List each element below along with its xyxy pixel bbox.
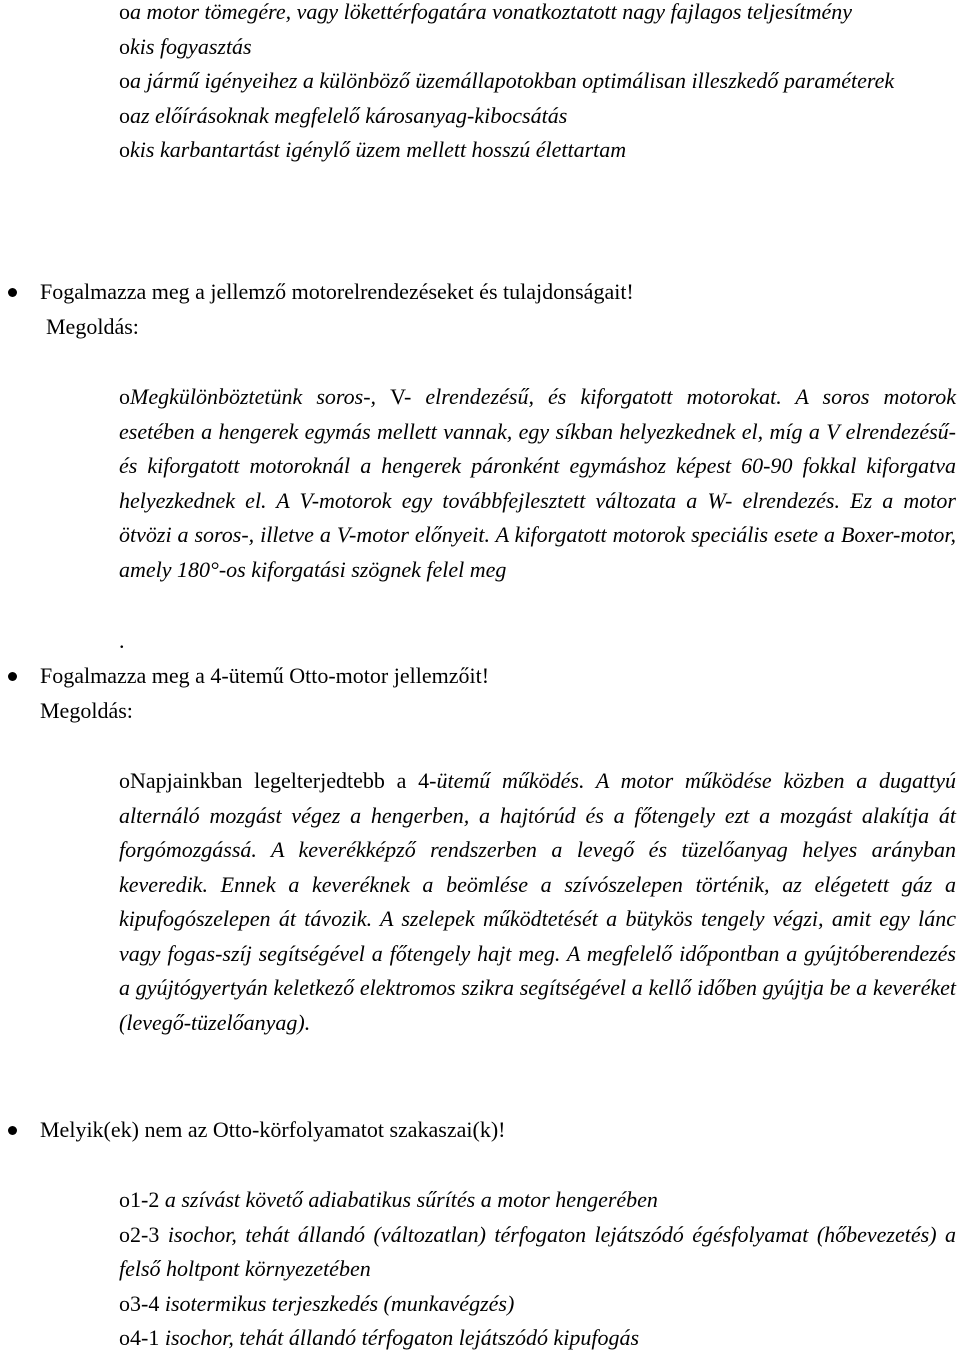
list-item: oMegkülönböztetünk soros-, V- elrendezésű, és kiforgatott motorokat. A soros motorok esetében a hengerek egymás mellett vannak, egy síkban helyezkednek el, míg a V elrendezésű- és kiforgatott motoroknál a hengerek páronként egymáshoz képest 60-90 fokkal kiforgatva helyezkednek el. A V-motorok egy továbbfejlesztett változata a W- elrendezés. Ez a motor ötvözi a soros-, illetve a V-motor előnyeit. A kiforgatott motorok speciális esete a Boxer-motor, amely 180°-os kiforgatási szögnek felel meg (119, 384, 956, 582)
list-item: oa motor tömegére, vagy lökettérfogatára vonatkoztatott nagy fajlagos teljesítmény (119, 0, 852, 24)
list-marker: o (119, 768, 130, 793)
solution-label: Megoldás: (46, 314, 139, 339)
list-marker: o (119, 102, 130, 128)
list-marker: o (119, 0, 130, 24)
list-marker: o (119, 137, 130, 162)
requirements-list (119, 0, 956, 168)
list-item: o3-4 isotermikus terjeszkedés (munkavégzés) (119, 1290, 515, 1316)
list-item: oNapjainkban legelterjedtebb a 4-ütemű működés. A motor működése közben a dugattyú alternáló mozgást végez a hengerben, a hajtórúd és a főtengely ezt a mozgást alakítja át forgómozgássá. A keverékképző rendszerben a levegő és tüzelőanyag helyes arányban keveredik. Ennek a keveréknek a beömlése a szívószelepen történik, az elégetett gáz a kipufogószelepen át távozik. A szelepek működtetését a bütykös tengely végzi, amit egy lánc vagy fogas-szíj segítségével a főtengely hajt meg. A megfelelő időpontban a gyújtóberendezés a gyújtógyertyán keletkező elektromos szikra segítségével a kellő időben gyújtja be a keveréket (levegő-tüzelőanyag). (119, 768, 956, 1035)
bullet-icon (8, 672, 17, 681)
bullet-icon (8, 1126, 17, 1135)
question-text: Fogalmazza meg a jellemző motorelrendezéseket és tulajdonságait! (40, 279, 634, 304)
answer-2 (119, 764, 956, 1040)
list-item: o4-1 isochor, tehát állandó térfogaton lejátszódó kipufogás (119, 1325, 640, 1350)
question-2 (40, 659, 940, 693)
list-item: oa jármű igényeihez a különböző üzemállapotokban optimálisan illeszkedő paraméterek (119, 68, 895, 93)
answer-1 (119, 380, 956, 587)
question-1 (40, 275, 940, 309)
list-marker: o (119, 1325, 130, 1350)
question-text: Fogalmazza meg a 4-ütemű Otto-motor jellemzőit! (40, 663, 490, 688)
trailing-dot: . (119, 628, 125, 653)
list-marker: o (119, 384, 130, 409)
question-text: Melyik(ek) nem az Otto-körfolyamatot szakaszai(k)! (40, 1117, 506, 1142)
list-item: o1-2 a szívást követő adiabatikus sűrítés a motor hengerében (119, 1187, 658, 1212)
list-marker: o (119, 33, 130, 59)
bullet-icon (8, 288, 17, 297)
solution-label: Megoldás: (40, 698, 133, 723)
list-item: oaz előírásoknak megfelelő károsanyag-kibocsátás (119, 102, 568, 128)
list-item: o2-3 isochor, tehát állandó (változatlan) térfogaton lejátszódó égésfolyamat (hőbevezetés) a felső holtpont környezetében (119, 1221, 956, 1281)
list-item: okis fogyasztás (119, 33, 252, 59)
list-marker: o (119, 1221, 130, 1247)
list-marker: o (119, 1187, 130, 1212)
question-3 (40, 1113, 940, 1147)
list-marker: o (119, 1290, 130, 1316)
otto-stages-list (119, 1183, 956, 1356)
list-item: okis karbantartást igénylő üzem mellett hosszú élettartam (119, 137, 627, 162)
list-marker: o (119, 68, 130, 93)
